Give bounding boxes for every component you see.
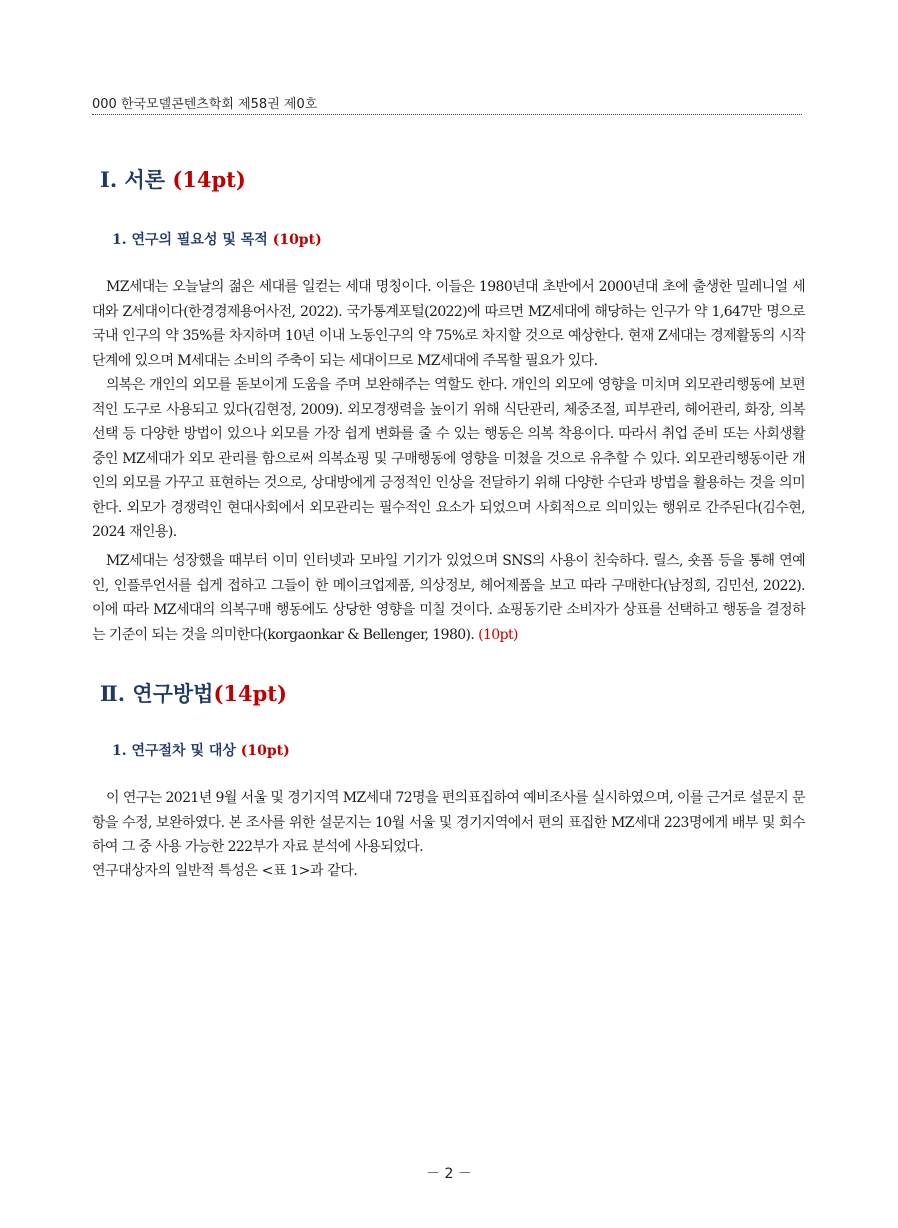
- section-1-title: Ⅰ. 서론: [100, 167, 166, 192]
- section-2-size-note: (14pt): [213, 681, 287, 706]
- paragraph-intro-2-text: 의복은 개인의 외모를 돋보이게 도움을 주며 보완해주는 역할도 한다. 개인의 외모에 영향을 미치며 외모관리행동에 보편적인 도구로 사용되고 있다(김현정, 2009). 외모경쟁력을 높이기 위해 식단관리, 체중조절, 피부관리, 헤어관리, 화장, 의복선택 등 다양한 방법이 있으나 외모를 가장 쉽게 변화를 줄 수 있는 행동은 의복 착용이다. 따라서 취업 준비 또는 사회생활 중인 MZ세대가 외모 관리를 함으로써 의복쇼핑 및 구매행동에 영향을 미쳤을 것으로 유추할 수 있다. 외모관리행동이란 개인의 외모를 가꾸고 표현하는 것으로, 상대방에게 긍정적인 인상을 전달하기 위해 다양한 수단과 방법을 활용하는 것을 의미한다. 외모가 경쟁력인 현대사회에서 외모관리는 필수적인 요소가 되었으며 사회적으로 의미있는 행위로 간주된다(김수현, 2024 재인용).: [92, 377, 805, 540]
- paragraph-method-1-text: 이 연구는 2021년 9월 서울 및 경기지역 MZ세대 72명을 편의표집하여 예비조사를 실시하였으며, 이를 근거로 설문지 문항을 수정, 보완하였다. 본 조사를 위한 설문지는 10월 서울 및 경기지역에서 편의 표집한 MZ세대 223명에게 배부 및 회수하여 그 중 사용 가능한 222부가 자료 분석에 사용되었다.: [92, 790, 805, 855]
- subsection-1-1-heading: [112, 229, 322, 249]
- paragraph-method-1: [92, 786, 805, 860]
- paragraph-intro-3: [92, 549, 805, 647]
- header-divider: [92, 114, 802, 115]
- section-1-heading: [100, 164, 246, 194]
- paragraph-intro-1: [92, 275, 805, 373]
- section-1-size-note: (14pt): [172, 167, 246, 192]
- section-2-heading: [100, 678, 287, 708]
- subsection-2-1-heading: [112, 740, 290, 760]
- paragraph-intro-1-text: MZ세대는 오늘날의 젊은 세대를 일컫는 세대 명칭이다. 이들은 1980년대 초반에서 2000년대 초에 출생한 밀레니얼 세대와 Z세대이다(한경경제용어사전, 2022). 국가통계포털(2022)에 따르면 MZ세대에 해당하는 인구가 약 1,647만 명으로 국내 인구의 약 35%를 차지하며 10년 이내 노동인구의 약 75%로 차지할 것으로 예상한다. 현재 Z세대는 경제활동의 시작 단계에 있으며 M세대는 소비의 주축이 되는 세대이므로 MZ세대에 주목할 필요가 있다.: [92, 279, 805, 369]
- section-2-title: Ⅱ. 연구방법: [100, 681, 214, 706]
- subsection-1-1-title: 1. 연구의 필요성 및 목적: [112, 232, 268, 248]
- page-number: － 2 －: [426, 1166, 472, 1182]
- running-header: 000 한국모델콘텐츠학회 제58권 제0호: [92, 97, 318, 112]
- subsection-2-1-size-note: (10pt): [240, 743, 290, 759]
- subsection-2-1-title: 1. 연구절차 및 대상: [112, 743, 236, 759]
- paragraph-intro-3-size-note: (10pt): [478, 626, 518, 643]
- paragraph-intro-2: [92, 373, 805, 545]
- subsection-1-1-size-note: (10pt): [272, 232, 322, 248]
- paragraph-intro-3-text: MZ세대는 성장했을 때부터 이미 인터넷과 모바일 기기가 있었으며 SNS의 사용이 친숙하다. 릴스, 숏폼 등을 통해 연예인, 인플루언서를 쉽게 접하고 그들이 한 메이크업제품, 의상정보, 헤어제품을 보고 따라 구매한다(남정희, 김민선, 2022). 이에 따라 MZ세대의 의복구매 행동에도 상당한 영향을 미칠 것이다. 쇼핑동기란 소비자가 상표를 선택하고 행동을 결정하는 기준이 되는 것을 의미한다(korgaonkar & Bellenger, 1980).: [92, 553, 805, 643]
- paragraph-method-2: 연구대상자의 일반적 특성은 <표 1>과 같다.: [92, 863, 358, 879]
